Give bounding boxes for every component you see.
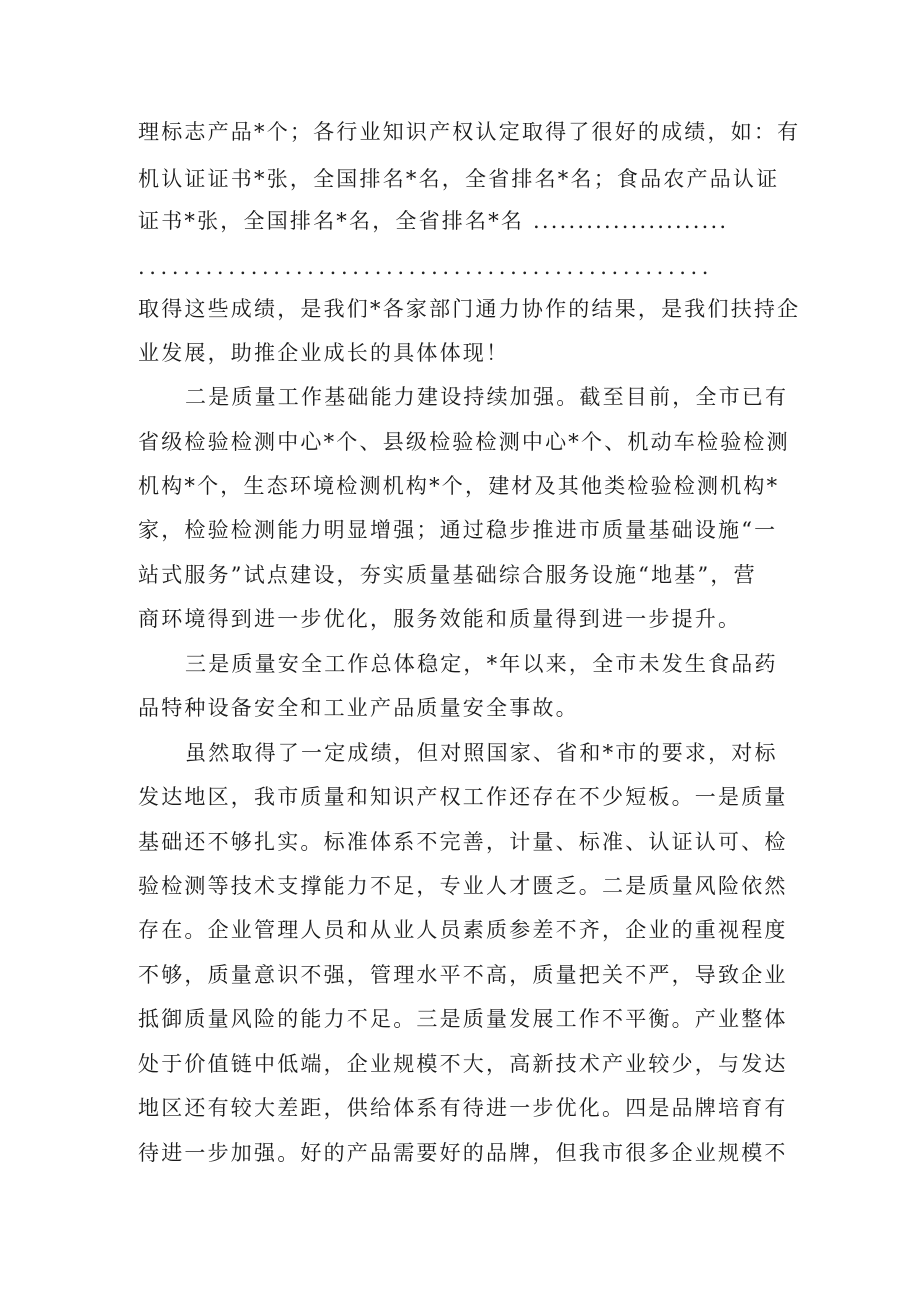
text-line: 证书*张，全国排名*名，全省排名*名 ...................... xyxy=(138,209,729,233)
text-line: 处于价值链中低端，企业规模不大，高新技术产业较少，与发达 xyxy=(138,1052,788,1076)
text-line: 验检测等技术支撑能力不足，专业人才匮乏。二是质量风险依然 xyxy=(138,874,788,898)
text-line: 地区还有较大差距，供给体系有待进一步优化。四是品牌培育有 xyxy=(138,1096,788,1120)
text-line: 不够，质量意识不强，管理水平不高，质量把关不严，导致企业 xyxy=(138,963,788,987)
dotted-line: ................................................... xyxy=(138,255,714,279)
text-line: 商环境得到进一步优化，服务效能和质量得到进一步提升。 xyxy=(138,607,742,631)
text-line: 站式服务”试点建设，夯实质量基础综合服务设施“地基”，营 xyxy=(138,563,757,587)
text-line: 待进一步加强。好的产品需要好的品牌，但我市很多企业规模不 xyxy=(138,1141,788,1165)
text-line: 发达地区，我市质量和知识产权工作还存在不少短板。一是质量 xyxy=(138,785,788,809)
text-line: 家，检验检测能力明显增强；通过稳步推进市质量基础设施“一 xyxy=(138,518,778,542)
text-line: 理标志产品*个；各行业知识产权认定取得了很好的成绩，如：有 xyxy=(138,120,801,144)
paragraph-start: 虽然取得了一定成绩，但对照国家、省和*市的要求，对标 xyxy=(185,741,778,765)
text-line: 抵御质量风险的能力不足。三是质量发展工作不平衡。产业整体 xyxy=(138,1007,788,1031)
text-line: 存在。企业管理人员和从业人员素质参差不齐，企业的重视程度 xyxy=(138,918,788,942)
text-line: 品特种设备安全和工业产品质量安全事故。 xyxy=(138,696,579,720)
text-line: 取得这些成绩，是我们*各家部门通力协作的结果，是我们扶持企 xyxy=(138,297,801,321)
paragraph-start: 二是质量工作基础能力建设持续加强。截至目前，全市已有 xyxy=(185,385,789,409)
text-line: 机认证证书*张，全国排名*名，全省排名*名；食品农产品认证 xyxy=(138,167,780,191)
text-line: 省级检验检测中心*个、县级检验检测中心*个、机动车检验检测 xyxy=(138,430,790,454)
text-line: 机构*个，生态环境检测机构*个，建材及其他类检验检测机构* xyxy=(138,474,780,498)
paragraph-start: 三是质量安全工作总体稳定，*年以来，全市未发生食品药 xyxy=(185,652,778,676)
text-line: 业发展，助推企业成长的具体体现！ xyxy=(138,341,510,365)
text-line: 基础还不够扎实。标准体系不完善，计量、标准、认证认可、检 xyxy=(138,830,788,854)
